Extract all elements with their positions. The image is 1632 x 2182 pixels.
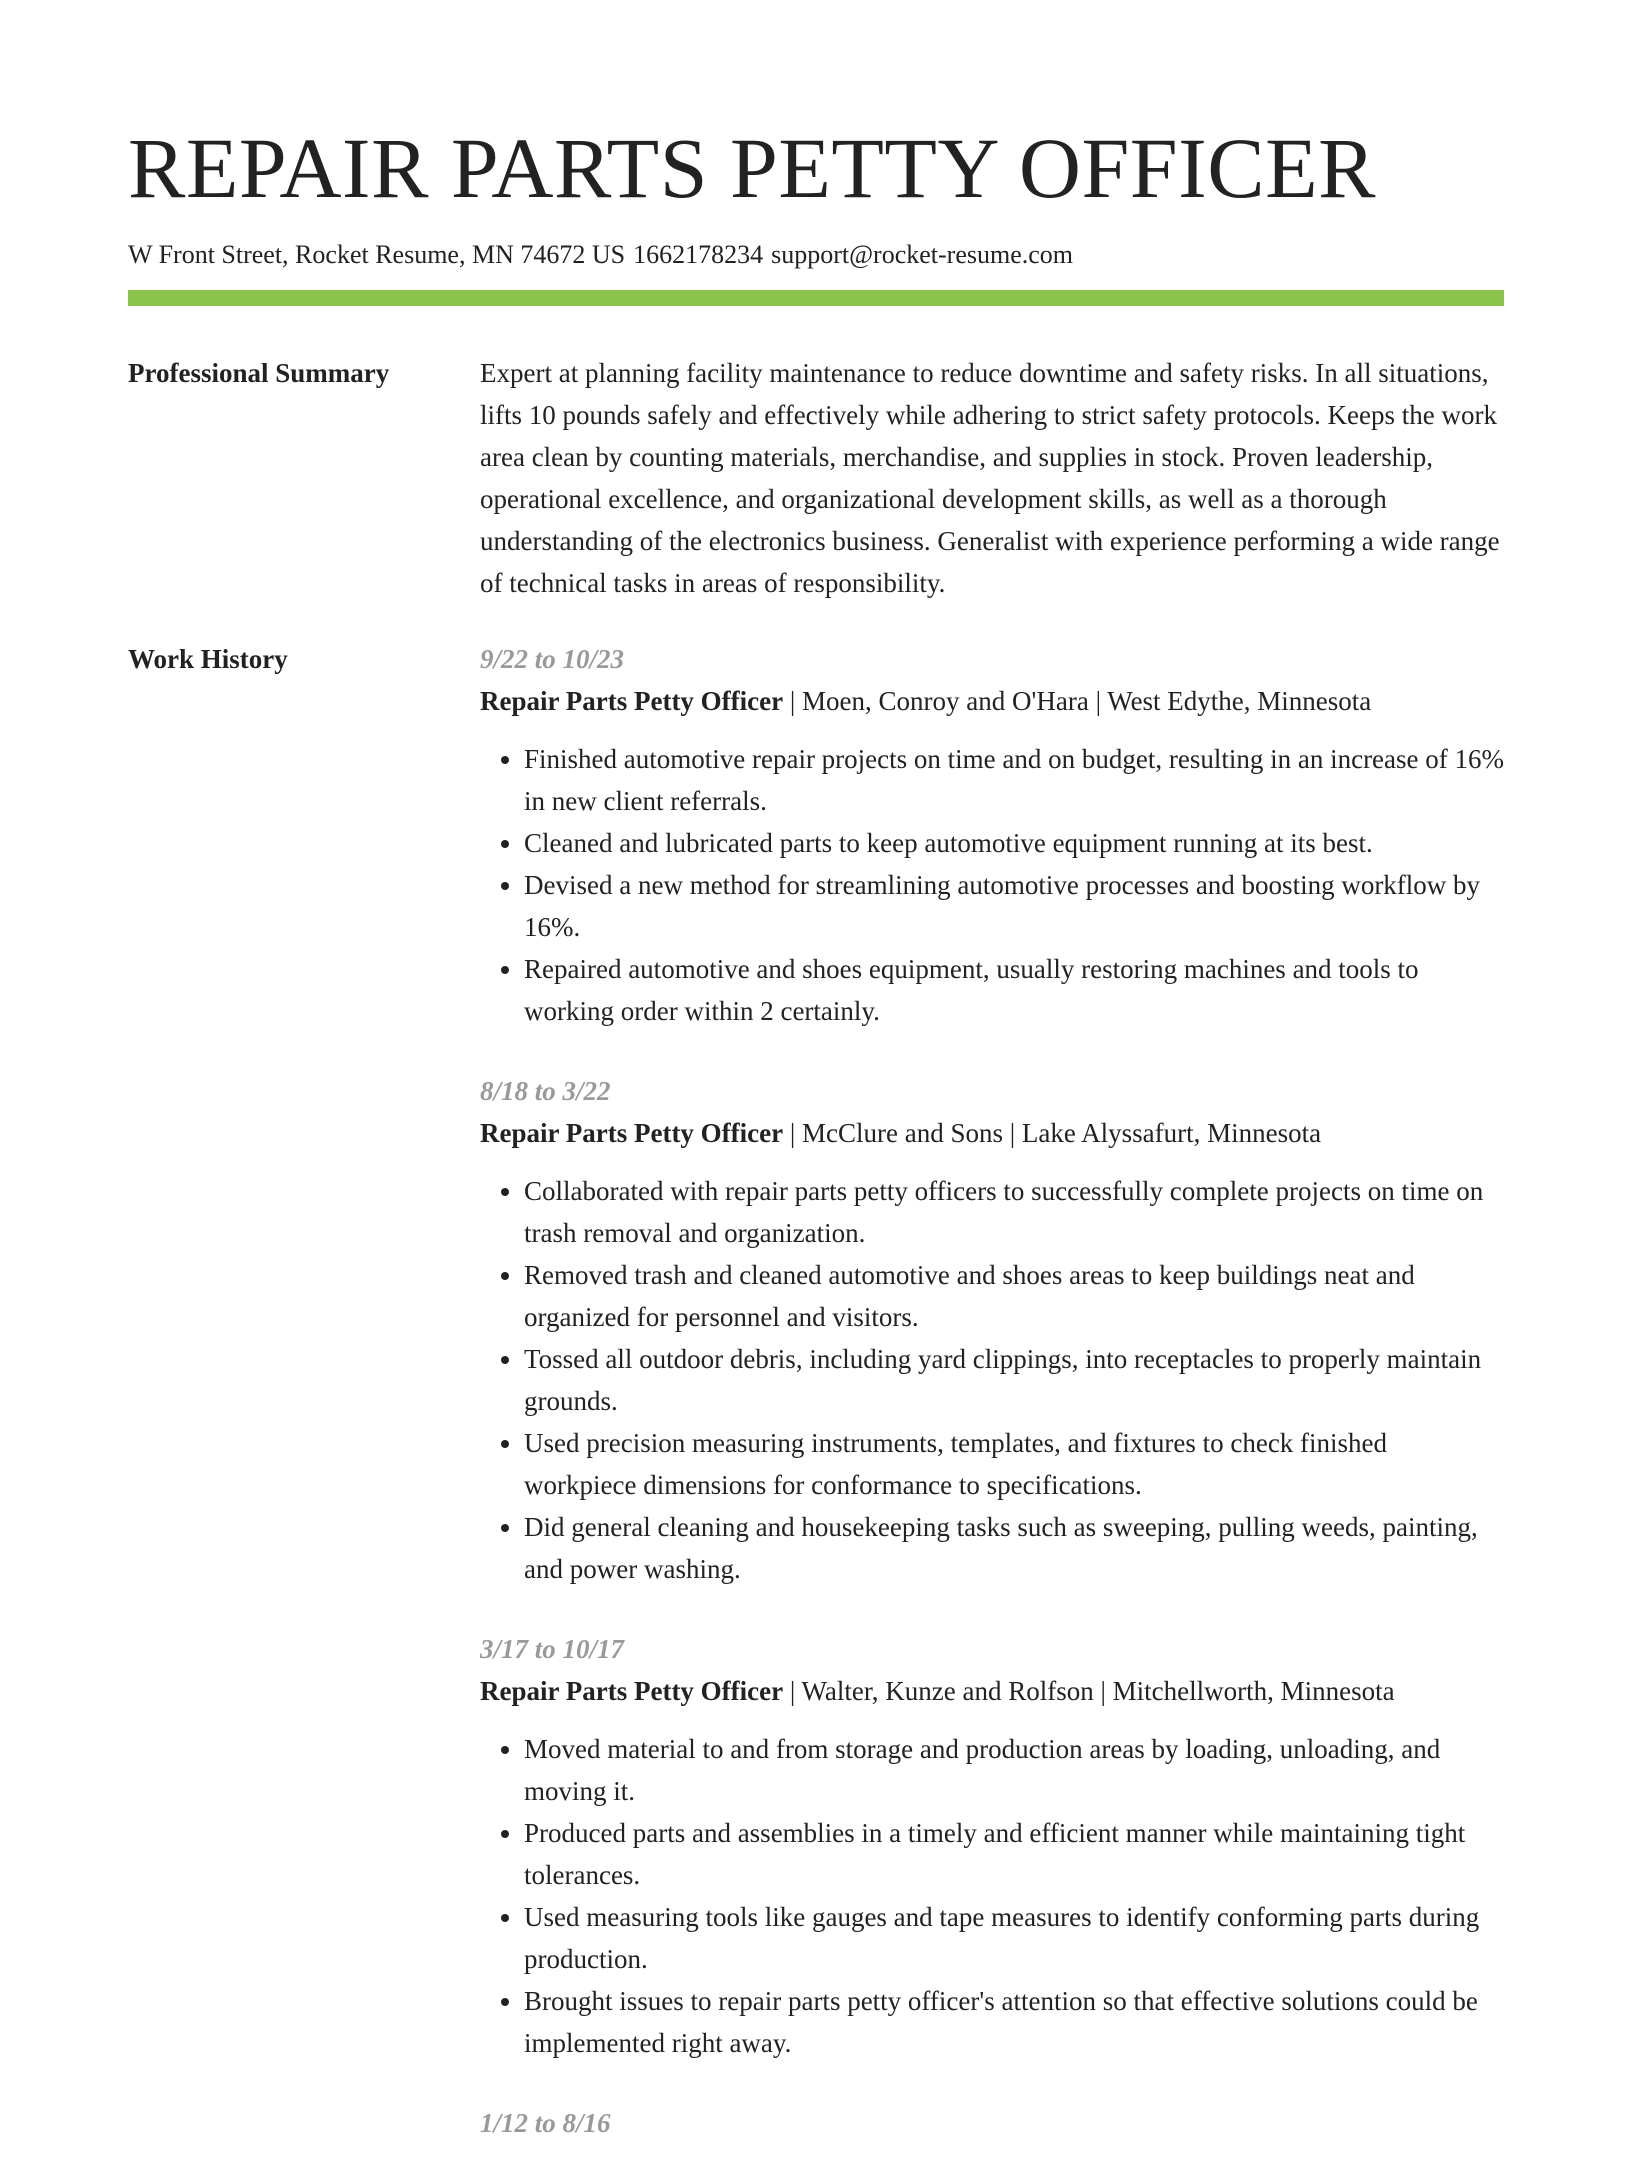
job-bullet: • Tossed all outdoor debris, including yard clippings, into receptacles to properly maintain grounds. <box>524 1338 1504 1422</box>
job-entry <box>480 1070 1504 1590</box>
job-bullet-list <box>480 738 1504 1032</box>
job-employer-location: | McClure and Sons | Lake Alyssafurt, Minnesota <box>783 1118 1322 1148</box>
work-history-section <box>128 638 1504 2182</box>
job-entry <box>480 1628 1504 2064</box>
contact-line <box>128 238 1504 272</box>
job-bullet: • Did general cleaning and housekeeping tasks such as sweeping, pulling weeds, painting, and power washing. <box>524 1506 1504 1590</box>
job-dates: 9/22 to 10/23 <box>480 644 625 674</box>
job-bullet: • Finished automotive repair projects on time and on budget, resulting in an increase of 16% in new client referrals. <box>524 738 1504 822</box>
job-employer-location: | Moen, Conroy and O'Hara | West Edythe, Minnesota <box>783 686 1372 716</box>
job-bullet: • Used measuring tools like gauges and tape measures to identify conforming parts during production. <box>524 1896 1504 1980</box>
job-employer-location: | Walter, Kunze and Rolfson | Mitchellworth, Minnesota <box>783 1676 1395 1706</box>
job-bullet: • Collaborated with repair parts petty officers to successfully complete projects on time on trash removal and organization. <box>524 1170 1504 1254</box>
header-divider <box>128 290 1504 306</box>
summary-section <box>128 352 1504 604</box>
work-history-list <box>480 638 1504 2182</box>
job-bullet: • Brought issues to repair parts petty officer's attention so that effective solutions could be implemented right away. <box>524 1980 1504 2064</box>
job-title: Repair Parts Petty Officer <box>480 1676 784 1706</box>
job-bullet-list <box>480 1728 1504 2064</box>
job-title-line <box>480 1112 1504 1154</box>
job-title-line <box>480 1670 1504 1712</box>
resume-page <box>128 118 1504 2182</box>
job-bullet: • Devised a new method for streamlining automotive processes and boosting workflow by 16%. <box>524 864 1504 948</box>
job-dates: 1/12 to 8/16 <box>480 2108 611 2138</box>
contact-phone: 1662178234 <box>633 240 764 269</box>
summary-body <box>480 352 1504 604</box>
work-history-label: Work History <box>128 644 288 674</box>
candidate-name: REPAIR PARTS PETTY OFFICER <box>128 120 1377 216</box>
contact-email: support@rocket-resume.com <box>771 240 1074 269</box>
job-bullet-list <box>480 1170 1504 1590</box>
job-entry <box>480 2102 1504 2144</box>
job-bullet: • Used precision measuring instruments, templates, and fixtures to check finished workpiece dimensions for conformance to specifications. <box>524 1422 1504 1506</box>
job-bullet: • Removed trash and cleaned automotive and shoes areas to keep buildings neat and organized for personnel and visitors. <box>524 1254 1504 1338</box>
job-title-line <box>480 680 1504 722</box>
job-title: Repair Parts Petty Officer <box>480 1118 784 1148</box>
job-dates: 8/18 to 3/22 <box>480 1076 611 1106</box>
job-bullet: • Repaired automotive and shoes equipment, usually restoring machines and tools to working order within 2 certainly. <box>524 948 1504 1032</box>
job-bullet: • Moved material to and from storage and production areas by loading, unloading, and moving it. <box>524 1728 1504 1812</box>
summary-label: Professional Summary <box>128 358 390 388</box>
job-entry <box>480 638 1504 1032</box>
job-dates: 3/17 to 10/17 <box>480 1634 625 1664</box>
job-title: Repair Parts Petty Officer <box>480 686 784 716</box>
summary-text: Expert at planning facility maintenance to reduce downtime and safety risks. In all situations, lifts 10 pounds safely and effectively while adhering to strict safety protocols. Keeps the work area clean by counting materials, merchandise, and supplies in stock. Proven leadership, operational excellence, and organizational development skills, as well as a thorough understanding of the electronics business. Generalist with experience performing a wide range of technical tasks in areas of responsibility. <box>480 358 1500 598</box>
job-bullet: • Cleaned and lubricated parts to keep automotive equipment running at its best. <box>524 822 1504 864</box>
contact-address: W Front Street, Rocket Resume, MN 74672 US <box>128 240 626 269</box>
job-bullet: • Produced parts and assemblies in a timely and efficient manner while maintaining tight tolerances. <box>524 1812 1504 1896</box>
